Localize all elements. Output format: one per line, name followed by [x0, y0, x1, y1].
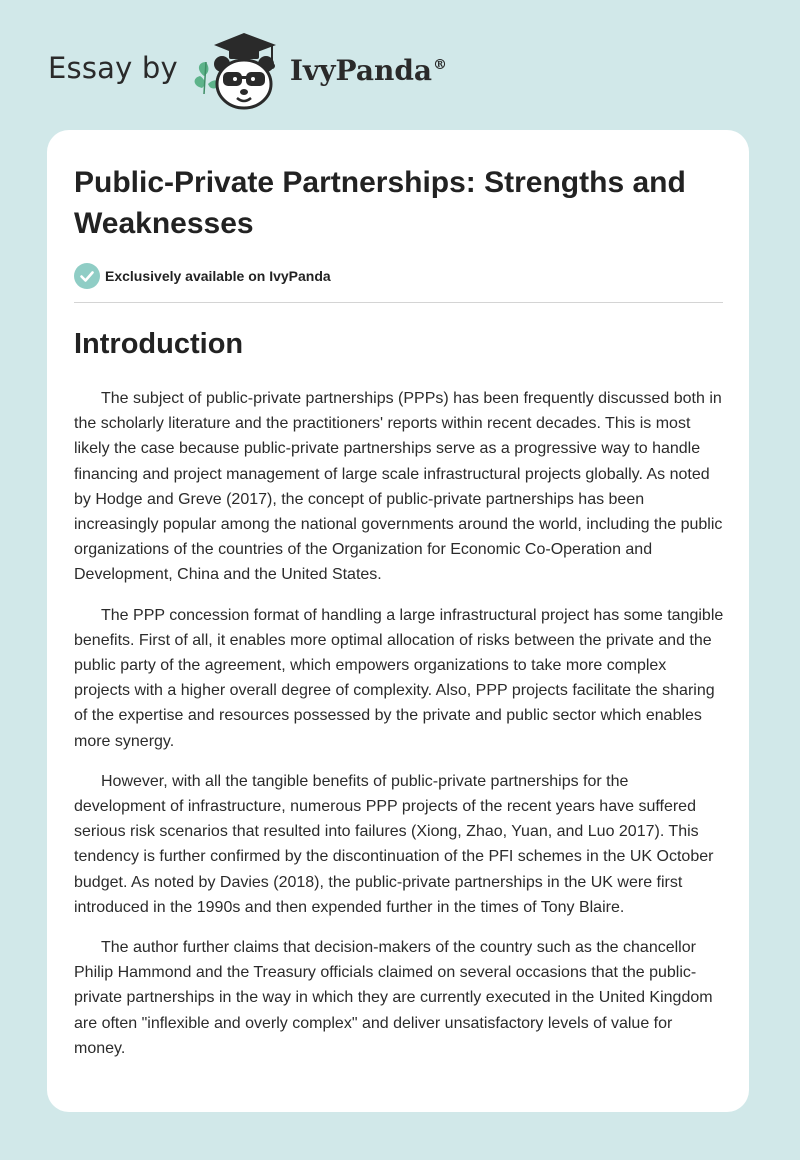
brand-prefix: Essay by	[48, 51, 178, 85]
site-brand[interactable]	[48, 32, 447, 112]
paragraph: However, with all the tangible benefits of public-private partnerships for the development of infrastructure, numerous PPP projects of the recent years have suffered serious risk scenarios that resulted into failures (Xiong, Zhao, Yuan, and Luo 2017). This tendency is further confirmed by the discontinuation of the PFI schemes in the UK October budget. As noted by Davies (2018), the public-private partnerships in the UK were first introduced in the 1990s and then expended further in the times of Tony Blaire.	[74, 772, 714, 916]
essay-body	[74, 386, 724, 1076]
divider	[74, 302, 723, 303]
exclusive-badge	[74, 263, 331, 289]
section-heading: Introduction	[74, 328, 244, 360]
paragraph: The PPP concession format of handling a large infrastructural project has some tangible benefits. First of all, it enables more optimal allocation of risks between the private and the public party of the agreement, which empowers organizations to take more complex projects with a higher overall degree of complexity. Also, PPP projects facilitate the sharing of the expertise and resources possessed by the private and public sector which enables more synergy.	[74, 606, 724, 750]
paragraph: The subject of public-private partnerships (PPPs) has been frequently discussed both in the scholarly literature and the practitioners' reports within recent decades. This is most likely the case because public-private partnerships serve as a progressive way to handle financing and project management of large scale infrastructural projects globally. As noted by Hodge and Greve (2017), the concept of public-private partnerships has been increasingly popular among the national governments around the world, including the public organizations of the countries of the Organization for Economic Co-Operation and Development, China and the United States.	[74, 390, 723, 584]
brand-name: IvyPanda®	[289, 53, 448, 87]
panda-graduate-icon	[192, 32, 284, 112]
essay-card	[47, 130, 749, 1112]
registered-mark: ®	[433, 57, 448, 74]
paragraph: The author further claims that decision-makers of the country such as the chancellor Philip Hammond and the Treasury officials claimed on several occasions that the public-private partnerships in the way in which they are currently executed in the United Kingdom are often "inflexible and overly complex" and deliver unsatisfactory levels of value for money.	[74, 939, 713, 1057]
check-circle-icon	[74, 263, 100, 289]
exclusive-badge-label: Exclusively available on IvyPanda	[105, 268, 331, 284]
essay-title: Public-Private Partnerships: Strengths and Weaknesses	[74, 166, 686, 240]
